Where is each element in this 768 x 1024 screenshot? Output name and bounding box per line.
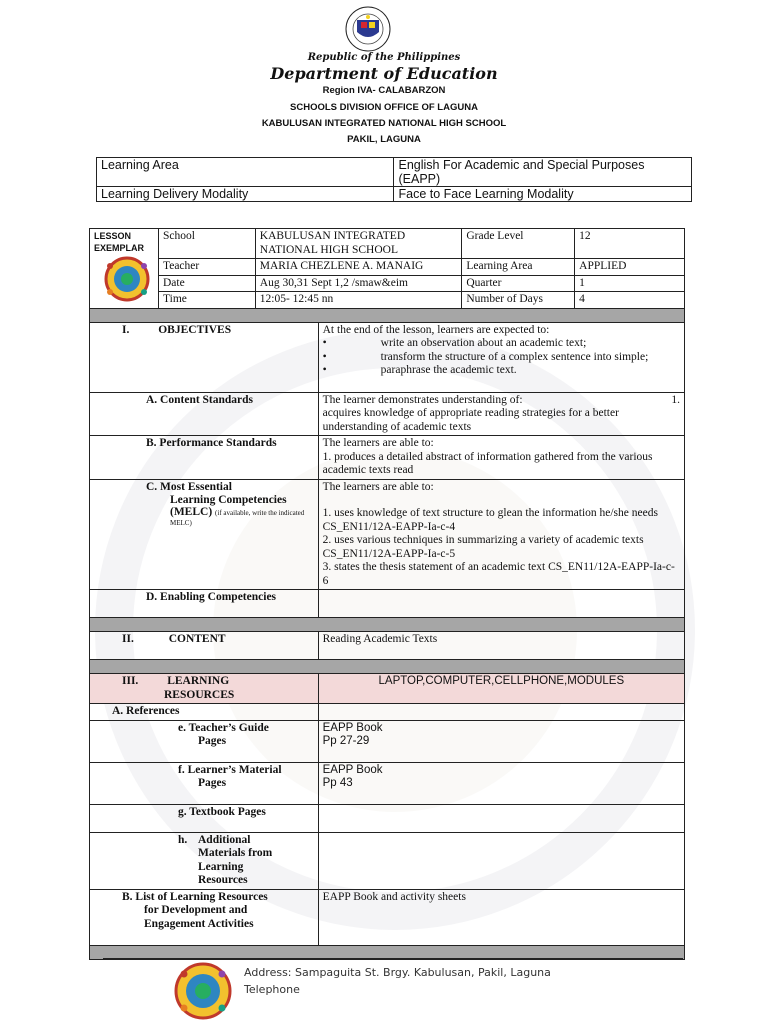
list-resources-cell xyxy=(90,889,319,945)
content-label: CONTENT xyxy=(168,633,226,645)
list-label-3: Engagement Activities xyxy=(144,917,254,930)
location-text: PAKIL, LAGUNA xyxy=(347,134,421,145)
melc-label-2: Learning Competencies xyxy=(170,494,287,506)
performance-standards-content xyxy=(318,436,684,480)
grade-level-label: Grade Level xyxy=(462,229,575,259)
melc-item-1: 1. uses knowledge of text structure to glean the information he/she needs CS_EN11/12A-EAPP-Ia-c-4 xyxy=(322,507,658,533)
additional-num: h. xyxy=(178,833,188,846)
learning-area-label: Learning Area xyxy=(97,158,394,187)
content-standards-num: 1. xyxy=(671,393,680,406)
objectives-intro: At the end of the lesson, learners are expected to: xyxy=(322,323,550,336)
region-text: Region IVA- CALABARZON xyxy=(322,85,446,96)
divider-row xyxy=(90,618,685,632)
date-value: Aug 30,31 Sept 1,2 /smaw&eim xyxy=(255,275,462,292)
teachers-guide-cell xyxy=(90,720,319,762)
additional-value xyxy=(318,832,684,889)
references-cell xyxy=(90,704,319,721)
resources-value: LAPTOP,COMPUTER,CELLPHONE,MODULES xyxy=(318,674,684,704)
content-num: II. xyxy=(122,633,134,645)
learners-material-cell xyxy=(90,762,319,804)
additional-materials-cell xyxy=(90,832,319,889)
quarter-value: 1 xyxy=(575,275,685,292)
resources-label-1: LEARNING xyxy=(167,675,230,687)
enabling-cell xyxy=(90,590,319,618)
content-standards-cell xyxy=(90,392,319,436)
content-cell xyxy=(90,632,319,660)
learners-material-value-2: Pp 43 xyxy=(322,777,353,789)
teacher-label: Teacher xyxy=(159,259,256,276)
list-value: EAPP Book and activity sheets xyxy=(318,889,684,945)
teachers-guide-value-2: Pp 27-29 xyxy=(322,735,370,747)
lesson-exemplar-table xyxy=(89,228,685,960)
melc-cell xyxy=(90,479,319,590)
school-value: KABULUSAN INTEGRATED NATIONAL HIGH SCHOOL xyxy=(255,229,462,259)
additional-label-3: Learning xyxy=(198,860,244,873)
list-label-2: for Development and xyxy=(144,904,248,916)
school-label: School xyxy=(159,229,256,259)
objectives-content xyxy=(318,322,684,392)
date-label: Date xyxy=(159,275,256,292)
learning-area-table xyxy=(96,157,692,202)
objectives-heading: OBJECTIVES xyxy=(158,323,232,336)
additional-label-4: Resources xyxy=(198,874,248,886)
teachers-guide-value-1: EAPP Book xyxy=(322,721,383,734)
time-label: Time xyxy=(159,292,256,309)
list-label-1: B. List of Learning Resources xyxy=(122,890,268,903)
time-value: 12:05- 12:45 nn xyxy=(255,292,462,309)
footer-telephone: Telephone xyxy=(244,983,300,996)
footer-divider xyxy=(103,958,683,960)
footer-address: Address: Sampaguita St. Brgy. Kabulusan, Pakil, Laguna xyxy=(244,966,551,979)
resources-cell xyxy=(90,674,319,704)
content-standards-label: A. Content Standards xyxy=(146,393,254,406)
objectives-num: I. xyxy=(122,323,130,336)
deped-seal-icon xyxy=(343,6,393,52)
teachers-guide-value xyxy=(318,720,684,762)
learning-area-value-2: APPLIED xyxy=(575,259,685,276)
days-value: 4 xyxy=(575,292,685,309)
additional-label-1: Additional xyxy=(198,833,251,846)
grade-level-value: 12 xyxy=(575,229,685,259)
content-value: Reading Academic Texts xyxy=(318,632,684,660)
references-value xyxy=(318,704,684,721)
modality-label: Learning Delivery Modality xyxy=(97,187,394,202)
divider-row xyxy=(90,945,685,959)
melc-note: (if available, write the indicated MELC) xyxy=(170,508,305,527)
objective-item: • paraphrase the academic text. xyxy=(322,364,517,376)
additional-label-2: Materials from xyxy=(198,847,273,859)
school-logo-icon xyxy=(100,256,154,302)
divider-row xyxy=(90,660,685,674)
performance-standards-line-2: 1. produces a detailed abstract of information gathered from the various academic texts read xyxy=(322,450,653,476)
melc-intro: The learners are able to: xyxy=(322,480,434,493)
learners-material-value-1: EAPP Book xyxy=(322,763,383,776)
lesson-exemplar-cell xyxy=(90,229,159,309)
enabling-value xyxy=(318,590,684,618)
exemplar-label: EXEMPLAR xyxy=(94,243,145,253)
resources-num: III. xyxy=(122,675,139,687)
melc-label-1: C. Most Essential xyxy=(146,480,232,493)
content-standards-text-1: The learner demonstrates understanding of: xyxy=(322,393,523,406)
days-label: Number of Days xyxy=(462,292,575,309)
enabling-label: D. Enabling Competencies xyxy=(146,591,277,603)
division-text: SCHOOLS DIVISION OFFICE OF LAGUNA xyxy=(290,102,478,113)
learners-material-label-2: Pages xyxy=(198,777,227,789)
school-name-text: KABULUSAN INTEGRATED NATIONAL HIGH SCHOOL xyxy=(261,118,507,129)
objective-item: • transform the structure of a complex sentence into simple; xyxy=(322,350,649,363)
modality-value: Face to Face Learning Modality xyxy=(394,187,692,202)
department-title: Department of Education xyxy=(270,64,498,83)
references-label: A. References xyxy=(112,705,180,717)
textbook-value xyxy=(318,804,684,832)
melc-item-3: 3. states the thesis statement of an academic text CS_EN11/12A-EAPP-Ia-c-6 xyxy=(322,561,675,587)
resources-label-2: RESOURCES xyxy=(164,688,235,701)
melc-content xyxy=(318,479,684,590)
republic-text: Republic of the Philippines xyxy=(307,52,461,63)
performance-standards-line-1: The learners are able to: xyxy=(322,437,434,449)
learners-material-label-1: f. Learner’s Material xyxy=(178,763,282,776)
melc-label-3: (MELC) xyxy=(170,505,213,518)
content-standards-content xyxy=(318,392,684,436)
textbook-label: g. Textbook Pages xyxy=(178,805,266,818)
footer-school-logo-icon xyxy=(172,962,234,1020)
learning-area-label-2: Learning Area xyxy=(462,259,575,276)
teachers-guide-label-2: Pages xyxy=(198,735,227,747)
textbook-cell xyxy=(90,804,319,832)
quarter-label: Quarter xyxy=(462,275,575,292)
performance-standards-label: B. Performance Standards xyxy=(146,437,277,449)
learners-material-value xyxy=(318,762,684,804)
objectives-heading-cell xyxy=(90,322,319,392)
melc-item-2: 2. uses various techniques in summarizing a variety of academic texts CS_EN11/12A-EAPP-Ia-c-5 xyxy=(322,534,644,560)
teachers-guide-label-1: e. Teacher’s Guide xyxy=(178,721,269,734)
divider-row xyxy=(90,308,685,322)
performance-standards-cell xyxy=(90,436,319,480)
objective-item: • write an observation about an academic text; xyxy=(322,337,587,349)
content-standards-text-2: acquires knowledge of appropriate reading strategies for a better understanding of academic texts xyxy=(322,407,619,433)
teacher-value: MARIA CHEZLENE A. MANAIG xyxy=(255,259,462,276)
lesson-label: LESSON xyxy=(94,231,132,241)
learning-area-value: English For Academic and Special Purposes (EAPP) xyxy=(394,158,692,187)
